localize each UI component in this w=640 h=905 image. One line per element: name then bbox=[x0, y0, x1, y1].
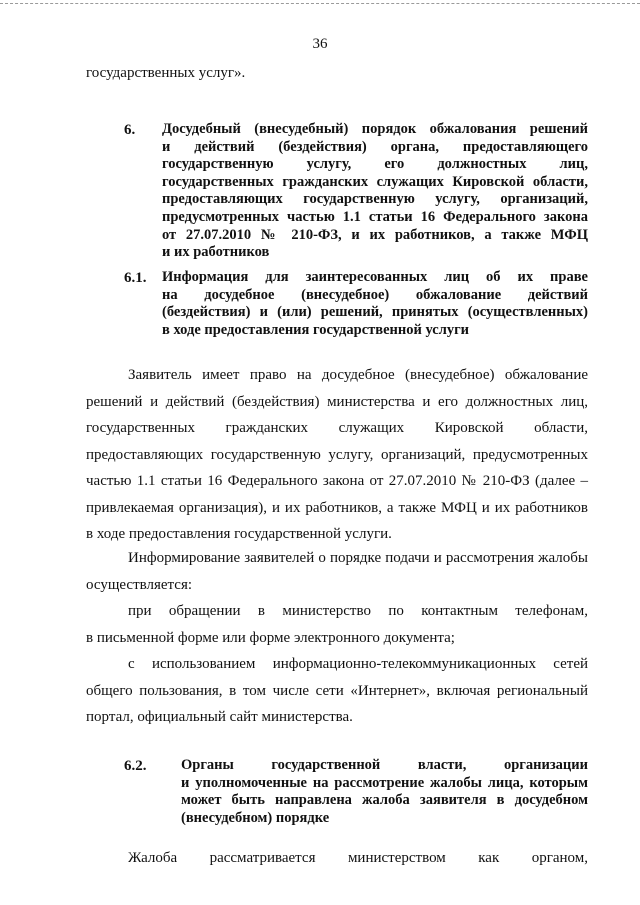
heading-line: предоставляющих государственную услугу, организаций, bbox=[162, 191, 588, 208]
section-6-number: 6. bbox=[124, 122, 136, 138]
paragraph-line: с использованием информационно-телекоммуникационных сетей bbox=[128, 656, 588, 672]
section-6-heading bbox=[162, 121, 588, 262]
heading-line: Досудебный (внесудебный) порядок обжалования решений bbox=[162, 121, 588, 137]
paragraph-line: Заявитель имеет право на досудебное (внесудебное) обжалование bbox=[128, 367, 588, 383]
scan-top-rule bbox=[0, 3, 640, 4]
paragraph-line: привлекаемая организация), и их работников, а также МФЦ и их работников bbox=[86, 499, 588, 516]
page-number: 36 bbox=[312, 36, 328, 52]
heading-line: в ходе предоставления государственной услуги bbox=[162, 321, 470, 338]
continuation-line: государственных услуг». bbox=[86, 65, 246, 81]
paragraph-line: общего пользования, в том числе сети «Интернет», включая региональный bbox=[86, 682, 588, 699]
paragraph-complaint bbox=[86, 845, 588, 872]
paragraph-line: в ходе предоставления государственной услуги. bbox=[86, 526, 392, 542]
heading-line: (внесудебном) порядке bbox=[181, 809, 330, 826]
heading-line: (бездействия) и (или) решений, принятых (осуществленных) bbox=[162, 304, 588, 321]
heading-line: Информация для заинтересованных лиц об их праве bbox=[162, 269, 588, 285]
paragraph-by-phone bbox=[86, 598, 588, 651]
paragraph-right-to-appeal bbox=[86, 362, 588, 548]
paragraph-internet bbox=[86, 651, 588, 731]
heading-line: предусмотренных частью 1.1 статьи 16 Федерального закона bbox=[162, 208, 588, 225]
paragraph-line: портал, официальный сайт министерства. bbox=[86, 709, 353, 725]
section-6-2-number: 6.2. bbox=[124, 758, 147, 774]
heading-line: государственную услугу, его должностных лиц, bbox=[162, 156, 588, 173]
paragraph-line: в письменной форме или форме электронного документа; bbox=[86, 629, 455, 646]
heading-line: государственных гражданских служащих Кировской области, bbox=[162, 173, 588, 190]
section-6-2-heading bbox=[181, 757, 588, 827]
heading-line: и уполномоченные на рассмотрение жалобы лица, которым bbox=[181, 774, 588, 791]
paragraph-line: государственных гражданских служащих Кировской области, bbox=[86, 420, 588, 436]
paragraph-informing bbox=[86, 545, 588, 598]
section-6-1-heading bbox=[162, 269, 588, 339]
heading-line: Органы государственной власти, организации bbox=[181, 757, 588, 773]
paragraph-line: при обращении в министерство по контактным телефонам, bbox=[128, 603, 588, 619]
section-6-1-number: 6.1. bbox=[124, 270, 147, 286]
paragraph-line: частью 1.1 статьи 16 Федерального закона от 27.07.2010 № 210-ФЗ (далее – bbox=[86, 473, 588, 489]
paragraph-line: предоставляющих государственную услугу, организаций, предусмотренных bbox=[86, 446, 588, 463]
paragraph-line: Жалоба рассматривается министерством как органом, bbox=[128, 850, 588, 866]
heading-line: может быть направлена жалоба заявителя в досудебном bbox=[181, 792, 588, 809]
paragraph-line: решений и действий (бездействия) министерства и его должностных лиц, bbox=[86, 393, 588, 410]
heading-line: от 27.07.2010 № 210-ФЗ, и их работников, а также МФЦ bbox=[162, 226, 588, 243]
heading-line: и их работников bbox=[162, 244, 270, 261]
paragraph-line: осуществляется: bbox=[86, 576, 193, 593]
paragraph-line: Информирование заявителей о порядке подачи и рассмотрения жалобы bbox=[128, 550, 588, 566]
heading-line: на досудебное (внесудебное) обжалование действий bbox=[162, 286, 588, 303]
heading-line: и действий (бездействия) органа, предоставляющего bbox=[162, 138, 588, 155]
